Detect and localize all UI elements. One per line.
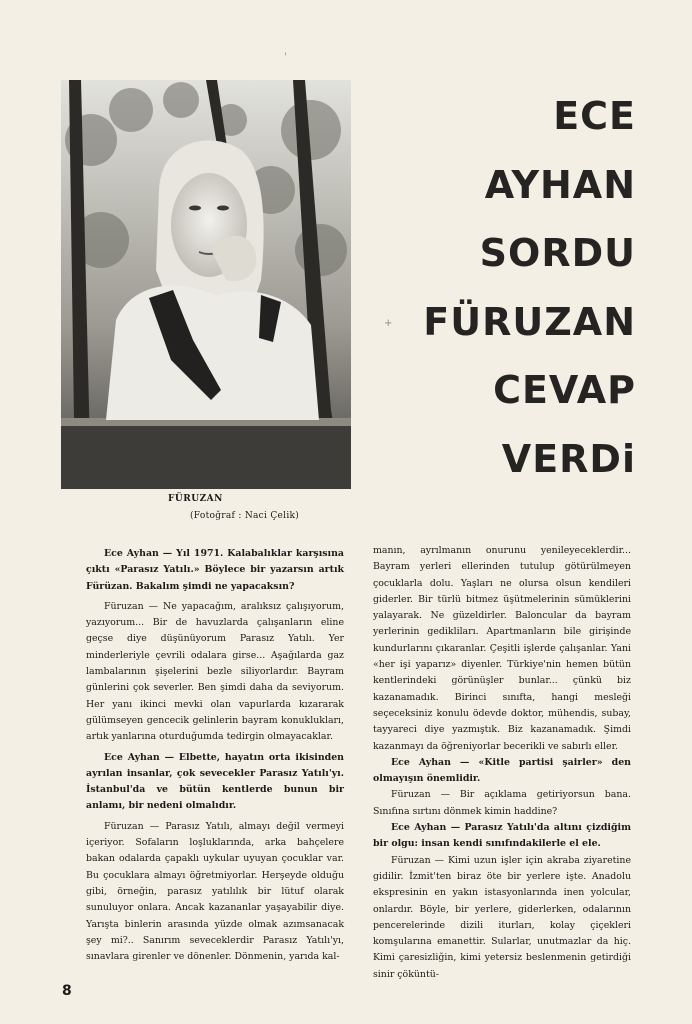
paragraph-answer: Füruzan — Kimi uzun işler için akraba ziyaretine gidilir. İzmit'ten biraz öte bir yerlere işte. Anadolu ekspresinin en yakın istasyonlarında inen yolcular, onlardır. Böyle, bir yerlere, giderlerken, odalarının pencerelerinde dizili iturları, kolay çiçekleri komşularına emanettir. Sularlar, unutmazlar da hiç. Kimi çaresizliğin, kimi yetersiz beslenmenin getirdiği sinir çöküntü-: [373, 854, 631, 980]
paragraph-answer: Füruzan — Bir açıklama getiriyorsun bana. Sınıfına sırtını dönmek kimin haddine?: [373, 789, 631, 817]
title-line: ECE: [553, 94, 636, 138]
paragraph-question: Ece Ayhan — Yıl 1971. Kalabalıklar karşısına çıktı «Parasız Yatılı.» Böylece bir yazarsın artık Fürüzan. Bakalım şimdi ne yapacaksın?: [86, 548, 344, 592]
title-line: VERDi: [501, 436, 636, 481]
left-column: [86, 546, 344, 965]
page-number: 8: [62, 983, 72, 999]
title-line: AYHAN: [484, 162, 636, 207]
title-line: FÜRUZAN: [423, 299, 636, 344]
paragraph-answer: manın, ayrılmanın onurunu yenileyeceklerdir... Bayram yerleri ellerinden tutulup götürülmeyen çocuklarla dolu. Yaşları ne olursa olsun kendileri giderler. Bir türlü bitmez üşütmelerinin sümüklerini yalayarak. Ne güzeldirler. Baloncular da bayram yerlerinin gedikliları. Apartmanların bile girişinde kundurlarını çıkaranlar. Çeşitli işlerde çalışanlar. Yani «her işi yaparız» diyenler. Türkiye'nin hemen bütün kentlerindeki görünüşler bunlar... çünkü biz kazanamadık. Birinci sınıfta, hangi mesleği seçeceksiniz konulu ödevde doktor, mühendis, subay, tayyareci diye yazmıştık. Biz kazanamadık. Şimdi kazanmayı da öğreniyorlar becerikli ve sabırlı eller.: [373, 545, 631, 752]
right-column: [373, 543, 631, 983]
paragraph-question: Ece Ayhan — Elbette, hayatın orta ikisinden ayrılan insanlar, çok sevecekler Parasız Yatılı'yı. İstanbul'da ve bütün kentlerde bunun bir anlamı, bir nedeni olmalıdır.: [86, 751, 344, 812]
portrait-photo: [61, 80, 351, 489]
photo-caption-credit: (Fotoğraf : Naci Çelik): [190, 511, 300, 521]
article-title: [376, 82, 636, 493]
print-mark: ': [284, 52, 287, 63]
paragraph-question: Ece Ayhan — «Kitle partisi şairler» den olmayışın önemlidir.: [373, 756, 631, 785]
paragraph-question: Ece Ayhan — Parasız Yatılı'da altını çizdiğim bir olgu: insan kendi sınıfındakilerle el ele.: [373, 822, 631, 850]
title-line: CEVAP: [493, 368, 636, 412]
paragraph-answer: Füruzan — Parasız Yatılı, almayı değil vermeyi içeriyor. Sofaların loşluklarında, arka bahçelere bakan odalarda çapaklı uykular uyuyan çocuklar var. Bu çocuklara almayı öğretmiyorlar. Herşeyde olduğu gibi, örneğin, parasız yatılılık bir lütuf olarak sunuluyor onlara. Ancak kazananlar yaşayabilir diye. Yarışta binlerin arasında yüzde olmak azımsanacak şey mi?.. Sanırım seveceklerdir Parasız Yatılı'yı, sınavlara girenler ve dönenler. Dönmenin, yarıda kal-: [86, 820, 344, 963]
photo-caption-name: FÜRUZAN: [168, 494, 223, 504]
title-line: SORDU: [479, 231, 636, 275]
paragraph-answer: Füruzan — Ne yapacağım, aralıksız çalışıyorum, yazıyorum... Bir de havuzlarda çalışanların eline geçse diye düşünüyorum Parasız Yatılı. Yer minderleriyle çevrili odalara girse... Aşağılarda gaz lambalarının şişelerini bezle siliyorlardır. Bayram günlerini çok severler. Ben şimdi daha da seviyorum. Her yanı ikinci mevki olan vapurlarda kızararak gülümseyen gencecik gelinlerin bayram konuklukları, artık yanlarına oturduğumda tedirgin olmayacaklar.: [86, 600, 344, 743]
portrait-image: [61, 80, 351, 489]
print-mark: +: [384, 318, 393, 329]
